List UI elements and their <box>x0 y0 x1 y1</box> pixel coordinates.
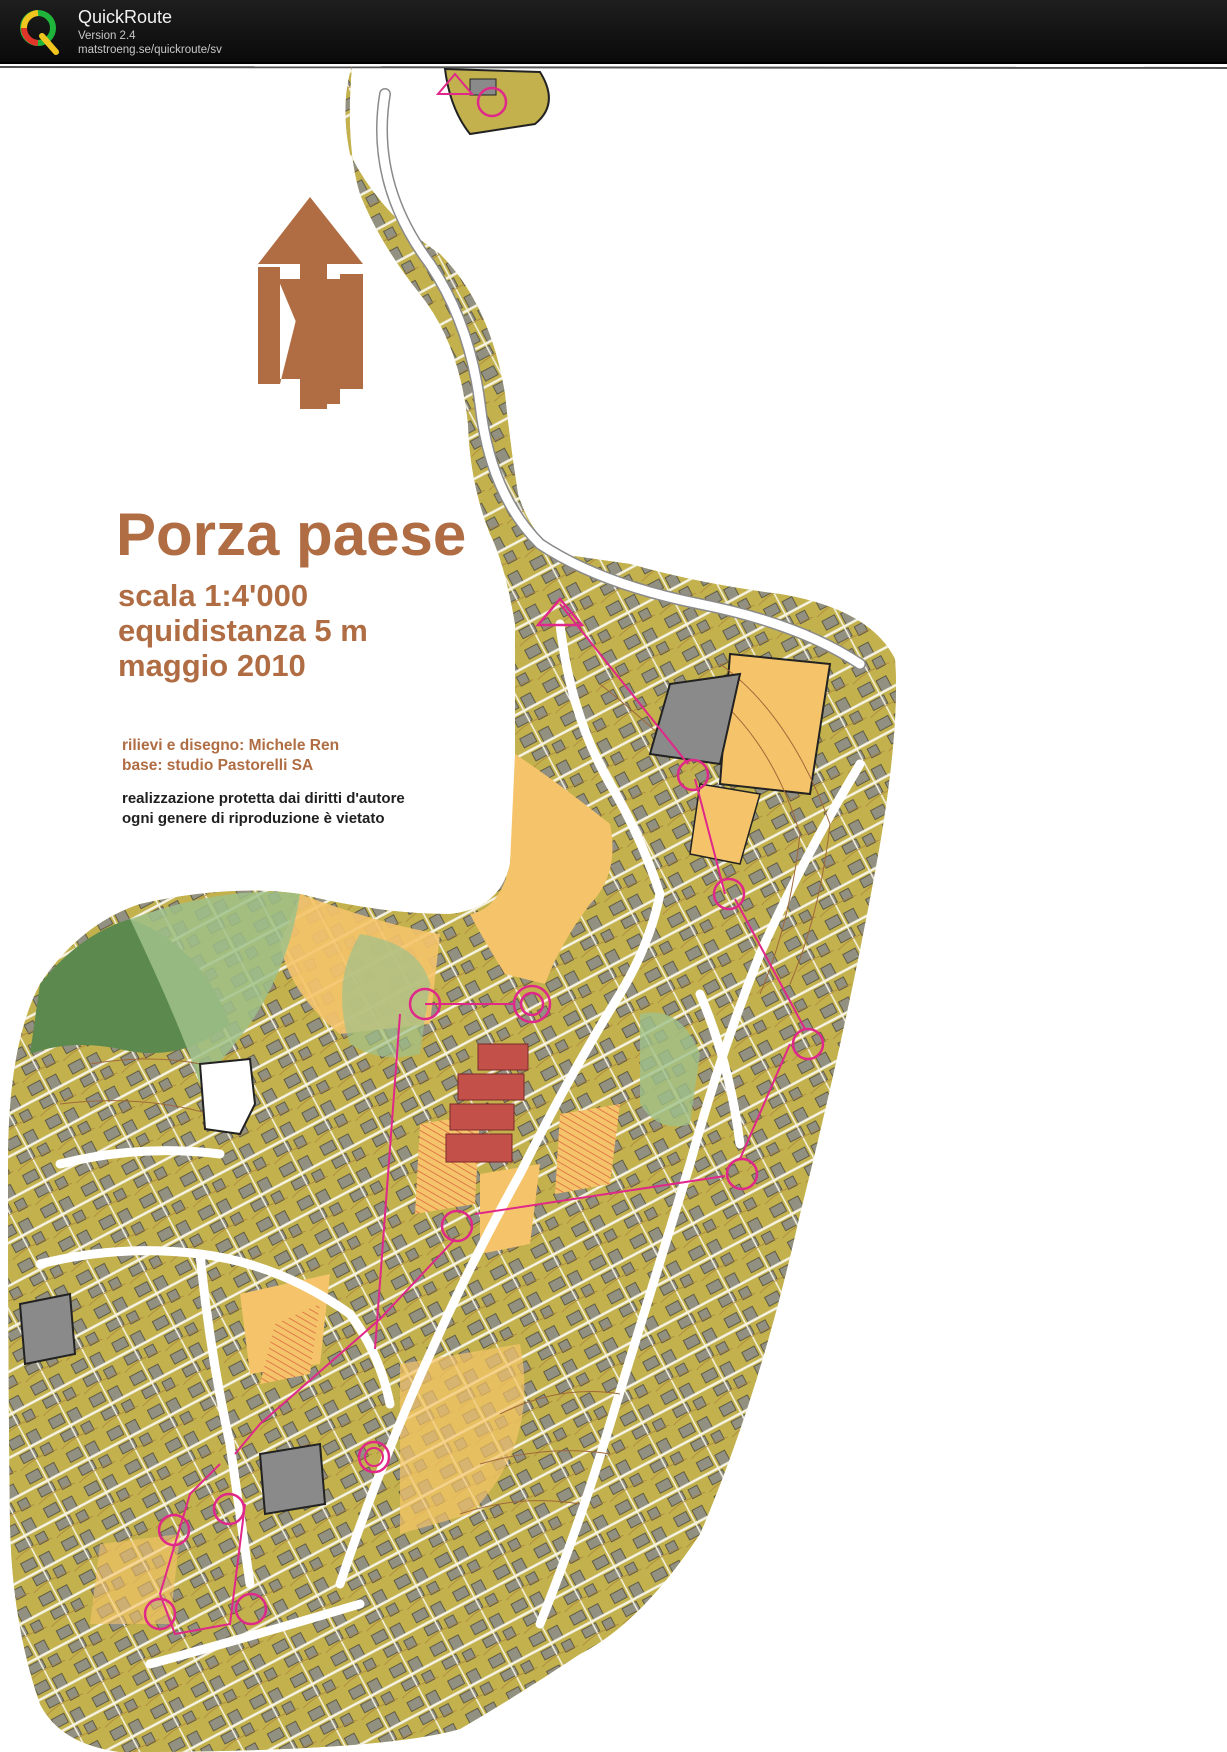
map-canvas[interactable] <box>0 64 1227 1752</box>
app-title-bar <box>0 0 1227 64</box>
map-contour-interval: equidistanza 5 m <box>118 613 368 648</box>
map-credit-base: base: studio Pastorelli SA <box>122 757 314 774</box>
map-credit-survey: rilievi e disegno: Michele Ren <box>122 737 340 754</box>
orienteering-map[interactable] <box>0 64 1227 1752</box>
quickroute-logo-icon <box>16 6 64 56</box>
map-scale: scala 1:4'000 <box>118 578 309 613</box>
map-title: Porza paese <box>116 501 467 568</box>
map-date: maggio 2010 <box>118 648 306 683</box>
map-rights-line-2: ogni genere di riproduzione è vietato <box>122 810 385 827</box>
map-rights-line-1: realizzazione protetta dai diritti d'autore <box>122 790 405 807</box>
app-name: QuickRoute <box>78 7 173 27</box>
app-version: Version 2.4 <box>78 30 136 42</box>
app-url[interactable]: matstroeng.se/quickroute/sv <box>78 44 222 56</box>
